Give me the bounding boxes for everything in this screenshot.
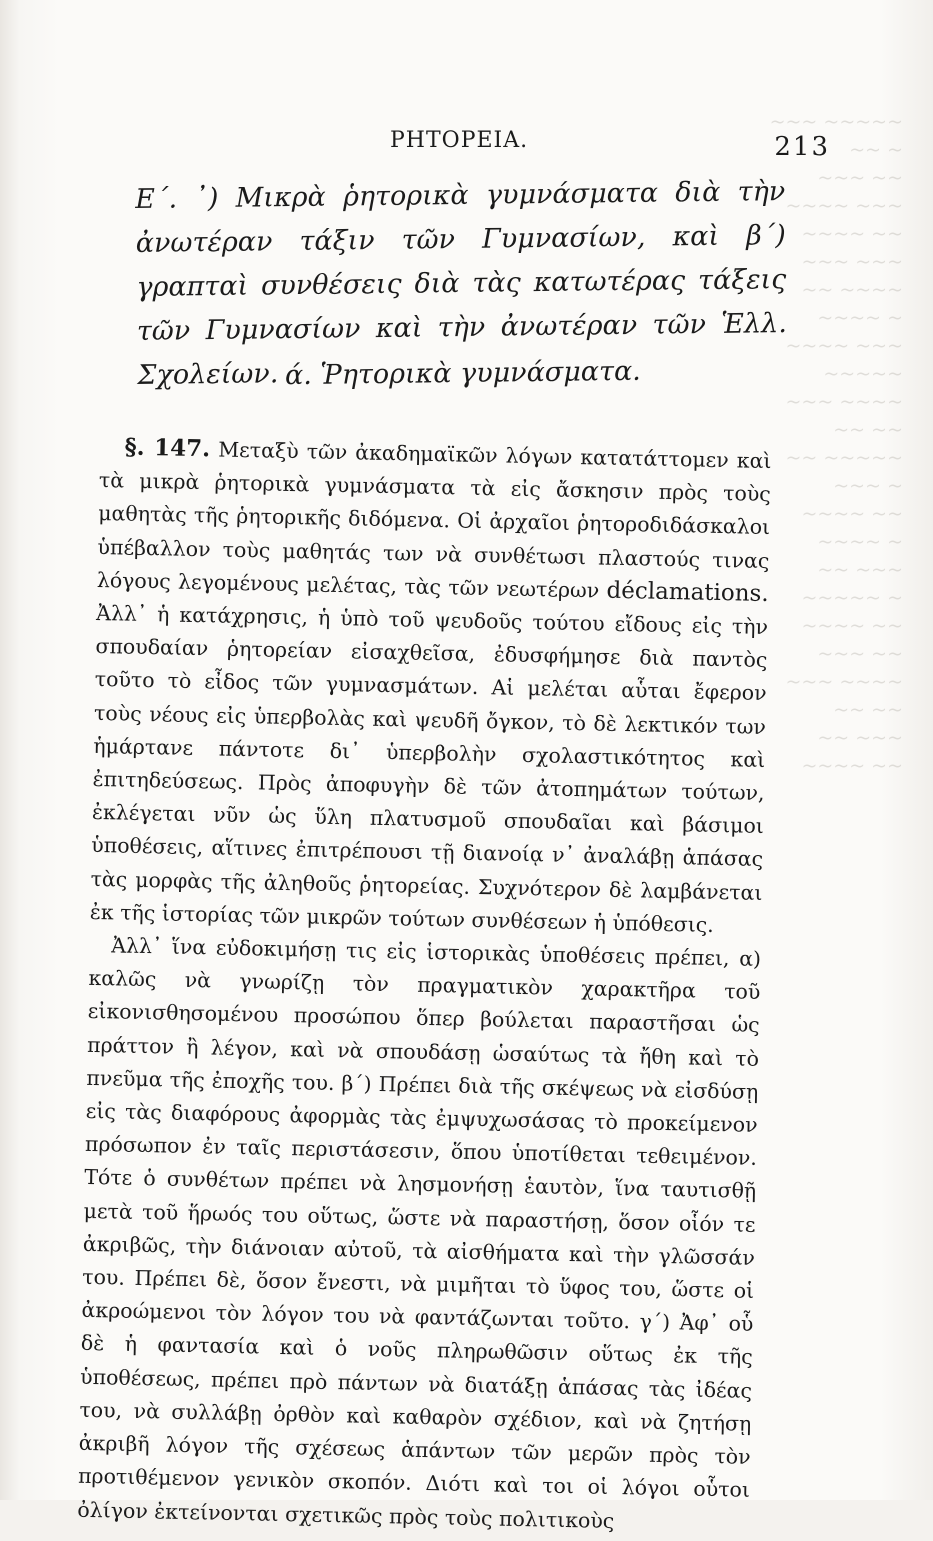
- subsection-heading: ά. Ῥητορικὰ γυμνάσματα.: [284, 355, 641, 392]
- section-number: §. 147.: [124, 433, 211, 463]
- show-through-text: ~~~ ~~~~~ ~~ ~ ~~~ ~~ ~~~~ ~~~ ~~~~ ~~ ~~~ ~~~ ~~ ~~~~ ~~~~ ~ ~~~~ ~~~ ~~~~~ ~~~ ~~~~ ~~ ~~ ~~ ~~~~~ ~~~ ~ ~~~~ ~~ ~~~~ ~ ~~ ~~~ ~~~~~ ~ ~~~~ ~~ ~~~ ~~ ~~~ ~~~~ ~~ ~~ ~~ ~~~ ~~~~ ~~: [769, 111, 903, 777]
- page-header: [100, 128, 830, 168]
- latin-term: déclamations.: [606, 577, 769, 607]
- paragraph: Ἀλλ᾿ ἵνα εὐδοκιμήσῃ τις εἰς ἱστορικὰς ὑποθέσεις πρέπει, α) καλῶς νὰ γνωρίζῃ τὸν πραγματικὸν χαρακτῆρα τοῦ εἰκονισθησομένου προσώπου ὅπερ βούλεται παραστῆσαι ὡς πράττον ἢ λέγον, καὶ νὰ σπουδάσῃ ὡσαύτως τὰ ἤθη καὶ τὸ πνεῦμα τῆς ἐποχῆς του. β΄) Πρέπει διὰ τῆς σκέψεως νὰ εἰσδύσῃ εἰς τὰς διαφόρους ἀφορμὰς τὰς ἐμψυχωσάσας τὸ προκείμενον πρόσωπον ἐν ταῖς περιστάσεσιν, ὅπου ὑποτίθεται τεθειμένον. Τότε ὁ συνθέτων πρέπει νὰ λησμονήσῃ ἑαυτὸν, ἵνα ταυτισθῇ μετὰ τοῦ ἥρωός του οὕτως, ὥστε νὰ παραστήσῃ, ὅσον οἷόν τε ἀκριβῶς, τὴν διάνοιαν αὐτοῦ, τὰ αἰσθήματα καὶ τὴν γλῶσσάν του. Πρέπει δὲ, ὅσον ἔνεστι, νὰ μιμῆται τὸ ὕφος του, ὥστε οἱ ἀκροώμενοι τὸν λόγον του νὰ φαντάζωνται τοῦτο. γ΄) Ἀφ᾿ οὗ δὲ ἡ φαντασία καὶ ὁ νοῦς πληρωθῶσιν οὕτως ἐκ τῆς ὑποθέσεως, πρέπει πρὸ πάντων νὰ διατάξῃ ἁπάσας τὰς ἰδέας του, νὰ συλλάβῃ ὀρθὸν καὶ καθαρὸν σχέδιον, καὶ νὰ ζητήσῃ ἀκριβῆ λόγον τῆς σχέσεως ἁπάντων τῶν μερῶν πρὸς τὸν προτιθέμενον γενικὸν σκοπόν. Διότι καὶ τοι οἱ λόγοι οὗτοι ὀλίγον ἐκτείνονται σχετικῶς πρὸς τοὺς πολιτικοὺς: [77, 933, 762, 1533]
- paragraph: [90, 430, 772, 943]
- body-text: [77, 430, 772, 1541]
- paragraph-text: Μεταξὺ τῶν ἀκαδημαϊκῶν λόγων κατατάττομεν καὶ τὰ μικρὰ ῥητορικὰ γυμνάσματα τὰ εἰς ἄσκησιν πρὸς τοὺς μαθητὰς τῆς ῥητορικῆς διδόμενα. Οἱ ἀρχαῖοι ῥητοροδιδάσκαλοι ὑπέβαλλον τοὺς μαθητάς των νὰ συνθέτωσι πλαστούς τινας λόγους λεγομένους μελέτας, τὰς τῶν νεωτέρων: [96, 437, 772, 603]
- paragraph-text: Ἀλλ᾿ ἡ κατάχρησις, ἡ ὑπὸ τοῦ ψευδοῦς τούτου εἴδους εἰς τὴν σπουδαίαν ῥητορείαν εἰσαχθεῖσα, ἐδυσφήμησε διὰ παντὸς τοῦτο τὸ εἶδος τῶν γυμνασμάτων. Αἱ μελέται αὗται ἔφερον τοὺς νέους εἰς ὑπερβολὰς καὶ ψευδῆ ὄγκον, τὸ δὲ λεκτικόν των ἡμάρτανε πάντοτε δι᾿ ὑπερβολὴν σχολαστικότητος καὶ ἐπιτηδεύσεως. Πρὸς ἀποφυγὴν δὲ τῶν ἀτοπημάτων τούτων, ἐκλέγεται νῦν ὡς ὕλη πλατυσμοῦ σπουδαῖαι καὶ βάσιμοι ὑποθέσεις, αἵτινες ἐπιτρέπουσι τῇ διανοίᾳ ν᾿ ἀναλάβῃ ἁπάσας τὰς μορφὰς τῆς ἀληθοῦς ῥητορείας. Συχνότερον δὲ λαμβάνεται ἐκ τῆς ἱστορίας τῶν μικρῶν τούτων συνθέσεων ἡ ὑπόθεσις.: [89, 600, 769, 937]
- running-title: ΡΗΤΟΡΕΙΑ.: [390, 128, 529, 153]
- section-heading: Ε΄. ᾿) Μικρὰ ῥητορικὰ γυμνάσματα διὰ τὴν ἀνωτέραν τάξιν τῶν Γυμνασίων, καὶ β΄) γραπταὶ συνθέσεις διὰ τὰς κατωτέρας τάξεις τῶν Γυμνασίων καὶ τὴν ἀνωτέραν τῶν Ἑλλ. Σχολείων.: [135, 176, 788, 391]
- page-number: 213: [774, 132, 830, 162]
